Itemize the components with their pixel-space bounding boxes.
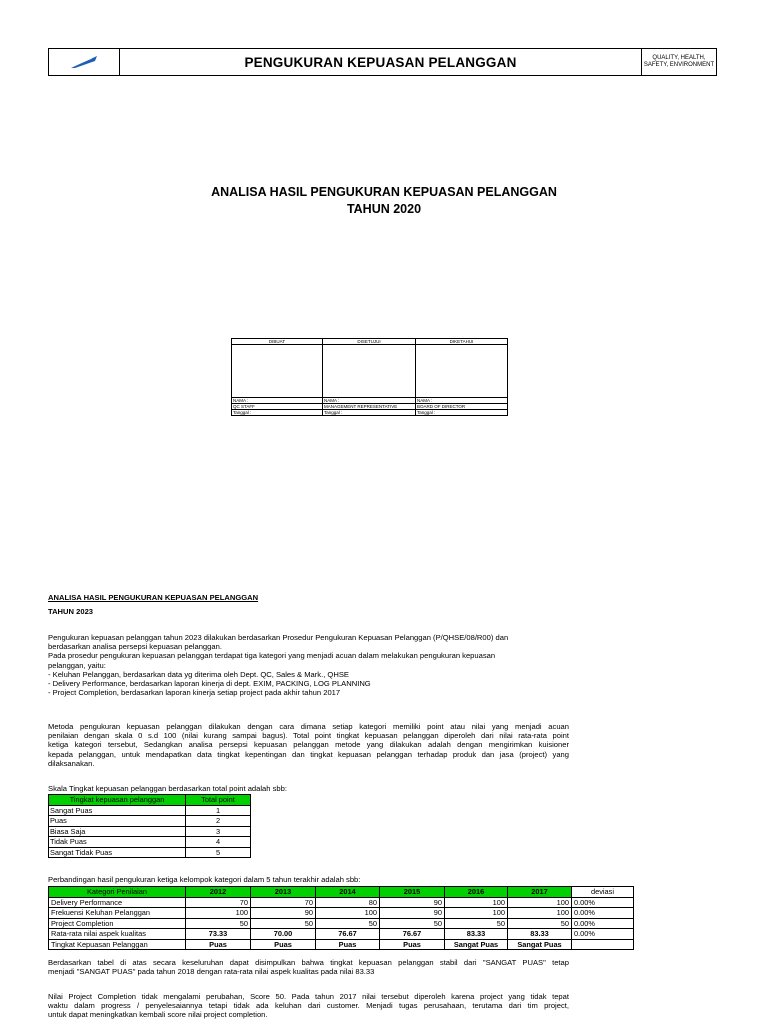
- skala-table: [48, 794, 251, 858]
- para2-line: ketiga kategori tersebut, Sedangkan analisa persepsi kepuasan pelanggan metode yang dilakukan adalah dengan mengirimkan kuisioner: [48, 740, 569, 750]
- sig-head-diketahui: DIKETAHUI: [416, 339, 508, 345]
- sig-space-2: [323, 345, 416, 398]
- pb-cell: 0.00%: [572, 918, 634, 929]
- pb-cell: 50: [186, 918, 251, 929]
- skala-header: Total point: [186, 795, 251, 806]
- pb-header: deviasi: [572, 887, 634, 898]
- skala-cell: 1: [186, 805, 251, 816]
- skala-cell: Biasa Saja: [49, 826, 186, 837]
- company-logo: [49, 49, 120, 75]
- sig-space-3: [416, 345, 508, 398]
- sig-date-2: Tanggal :: [323, 410, 416, 416]
- section-heading: ANALISA HASIL PENGUKURAN KEPUASAN PELANGGAN: [48, 593, 259, 602]
- sig-date-3: Tanggal :: [416, 410, 508, 416]
- pb-cell: 90: [380, 908, 445, 919]
- skala-cell: Tidak Puas: [49, 837, 186, 848]
- pb-header: 2016: [445, 887, 508, 898]
- pb-cell: [572, 939, 634, 950]
- para1-line: - Project Completion, berdasarkan laporan kinerja setiap project pada akhir tahun 2017: [48, 688, 341, 698]
- para3-line: menjadi "SANGAT PUAS" pada tahun 2018 dengan rata-rata nilai aspek kualitas pada nilai 83.33: [48, 967, 375, 977]
- skala-cell: 3: [186, 826, 251, 837]
- para1-line: pelanggan, yaitu:: [48, 660, 106, 670]
- pb-header: 2015: [380, 887, 445, 898]
- pb-header: 2013: [251, 887, 316, 898]
- perbandingan-table: [48, 886, 634, 950]
- qhse-label: [641, 49, 716, 75]
- pb-cell: 73.33: [186, 929, 251, 940]
- skala-cell: Sangat Tidak Puas: [49, 847, 186, 858]
- pb-cell: 76.67: [380, 929, 445, 940]
- skala-cell: 2: [186, 816, 251, 827]
- pb-cell: 100: [445, 897, 508, 908]
- sig-name-3: NAMA :: [416, 398, 508, 404]
- pb-header: 2017: [508, 887, 572, 898]
- para1-line: Pada prosedur pengukuran kepuasan pelanggan terdapat tiga kategori yang menjadi acuan dalam melakukan pengukuran kepuasan: [48, 651, 496, 661]
- para2-line: dilaksanakan.: [48, 758, 95, 768]
- skala-caption: Skala Tingkat kepuasan pelanggan berdasarkan total point adalah sbb:: [48, 784, 287, 793]
- pb-cell: 100: [316, 908, 380, 919]
- pb-cell: 100: [508, 897, 572, 908]
- sig-name-1: NAMA :: [232, 398, 323, 404]
- qhse-line1: QUALITY, HEALTH,: [652, 55, 706, 61]
- document-header: [48, 48, 717, 76]
- pb-cell: Frekuensi Keluhan Pelanggan: [49, 908, 186, 919]
- pb-cell: 50: [380, 918, 445, 929]
- pb-cell: 83.33: [508, 929, 572, 940]
- header-title: PENGUKURAN KEPUASAN PELANGGAN: [244, 54, 517, 70]
- para4-line: waktu dalam progress / penyelesaiannya tetapi tidak ada keluhan dari customer. Menjadi tugas perusahaan, terutama dari tim project,: [48, 1001, 569, 1011]
- qhse-line2: SAFETY, ENVIRONMENT: [643, 62, 715, 68]
- sig-name-2: NAMA :: [323, 398, 416, 404]
- para1-line: - Keluhan Pelanggan, berdasarkan data yg diterima oleh Dept. QC, Sales & Mark., QHSE: [48, 669, 349, 679]
- pb-cell: 50: [251, 918, 316, 929]
- sig-role-2: MANAGEMENT REPRESENTATIVE: [323, 404, 416, 410]
- pb-cell: Sangat Puas: [445, 939, 508, 950]
- para3-line: Berdasarkan tabel di atas secara keseluruhan dapat disimpulkan bahwa tingkat kepuasan pelanggan stabil dari "SANGAT PUAS" tetap: [48, 958, 569, 967]
- sig-head-dibuat: DIBUAT: [232, 339, 323, 345]
- para4-line: untuk dapat meningkatkan kembali score nilai project completion.: [48, 1010, 268, 1020]
- skala-cell: Puas: [49, 816, 186, 827]
- pb-cell: 90: [380, 897, 445, 908]
- skala-header: Tingkat kepuasan pelanggan: [49, 795, 186, 806]
- paragraph-intro: [48, 633, 570, 697]
- para2-line: kepada pelanggan, untuk mendapatkan data tingkat kepentingan dan tingkat kepuasan pelanggan terhadap produk dan jasa (project) yang: [48, 749, 569, 759]
- main-title: [0, 184, 768, 218]
- main-title-line1: ANALISA HASIL PENGUKURAN KEPUASAN PELANGGAN: [211, 185, 557, 199]
- pb-cell: 100: [445, 908, 508, 919]
- pb-cell: Sangat Puas: [508, 939, 572, 950]
- paragraph-method: [48, 722, 569, 768]
- pb-cell: Rata-rata nilai aspek kualitas: [49, 929, 186, 940]
- pb-cell: 76.67: [316, 929, 380, 940]
- pb-cell: 0.00%: [572, 897, 634, 908]
- pb-cell: Puas: [186, 939, 251, 950]
- pb-header: 2014: [316, 887, 380, 898]
- pb-cell: Puas: [380, 939, 445, 950]
- para4-line: Nilai Project Completion tidak mengalami perubahan, Score 50. Pada tahun 2017 nilai tersebut diperoleh karena project yang tidak tepat: [48, 992, 569, 1001]
- pb-cell: 80: [316, 897, 380, 908]
- pb-cell: 70: [251, 897, 316, 908]
- skala-cell: 5: [186, 847, 251, 858]
- logo-icon: [69, 55, 99, 69]
- sig-space-1: [232, 345, 323, 398]
- pb-header: Kategori Penilaian: [49, 887, 186, 898]
- pb-cell: Delivery Performance: [49, 897, 186, 908]
- paragraph-project: [48, 992, 569, 1020]
- pb-cell: 70.00: [251, 929, 316, 940]
- para1-line: - Delivery Performance, berdasarkan laporan kinerja di dept. EXIM, PACKING, LOG PLANNING: [48, 679, 371, 689]
- pb-cell: 50: [445, 918, 508, 929]
- pb-cell: Puas: [251, 939, 316, 950]
- perbandingan-caption: Perbandingan hasil pengukuran ketiga kelompok kategori dalam 5 tahun terakhir adalah sbb:: [48, 875, 361, 884]
- sig-role-3: BOARD OF DIRECTOR: [416, 404, 508, 410]
- pb-cell: Project Completion: [49, 918, 186, 929]
- sig-head-disetujui: DISETUJUI: [323, 339, 416, 345]
- para2-line: penilaian dengan skala 0 s.d 100 (nilai kurang sampai bagus). Total point tingkat kepuasan pelanggan diperoleh dari nilai rata-rata point: [48, 731, 569, 741]
- pb-header: 2012: [186, 887, 251, 898]
- skala-cell: 4: [186, 837, 251, 848]
- main-title-line2: TAHUN 2020: [346, 202, 422, 216]
- pb-cell: 100: [186, 908, 251, 919]
- pb-cell: 70: [186, 897, 251, 908]
- para1-line: berdasarkan analisa persepsi kepuasan pelanggan.: [48, 642, 222, 652]
- pb-cell: 0.00%: [572, 929, 634, 940]
- para1-line: Pengukuran kepuasan pelanggan tahun 2023 dilakukan berdasarkan Prosedur Pengukuran Kepuasan Pelanggan (P/QHSE/08/R00) dan: [48, 633, 509, 642]
- pb-cell: Puas: [316, 939, 380, 950]
- para2-line: Metoda pengukuran kepuasan pelanggan dilakukan dengan cara dimana setiap kategori memiliki point atau nilai yang menjadi acuan: [48, 722, 569, 731]
- section-year: TAHUN 2023: [48, 607, 94, 616]
- pb-cell: 100: [508, 908, 572, 919]
- sig-role-1: QC STAFF: [232, 404, 323, 410]
- sig-date-1: Tanggal :: [232, 410, 323, 416]
- pb-cell: 83.33: [445, 929, 508, 940]
- pb-cell: 0.00%: [572, 908, 634, 919]
- skala-cell: Sangat Puas: [49, 805, 186, 816]
- pb-cell: 50: [316, 918, 380, 929]
- signature-table: [231, 338, 508, 416]
- pb-cell: 90: [251, 908, 316, 919]
- paragraph-conclusion: [48, 958, 569, 976]
- pb-cell: 50: [508, 918, 572, 929]
- pb-cell: Tingkat Kepuasan Pelanggan: [49, 939, 186, 950]
